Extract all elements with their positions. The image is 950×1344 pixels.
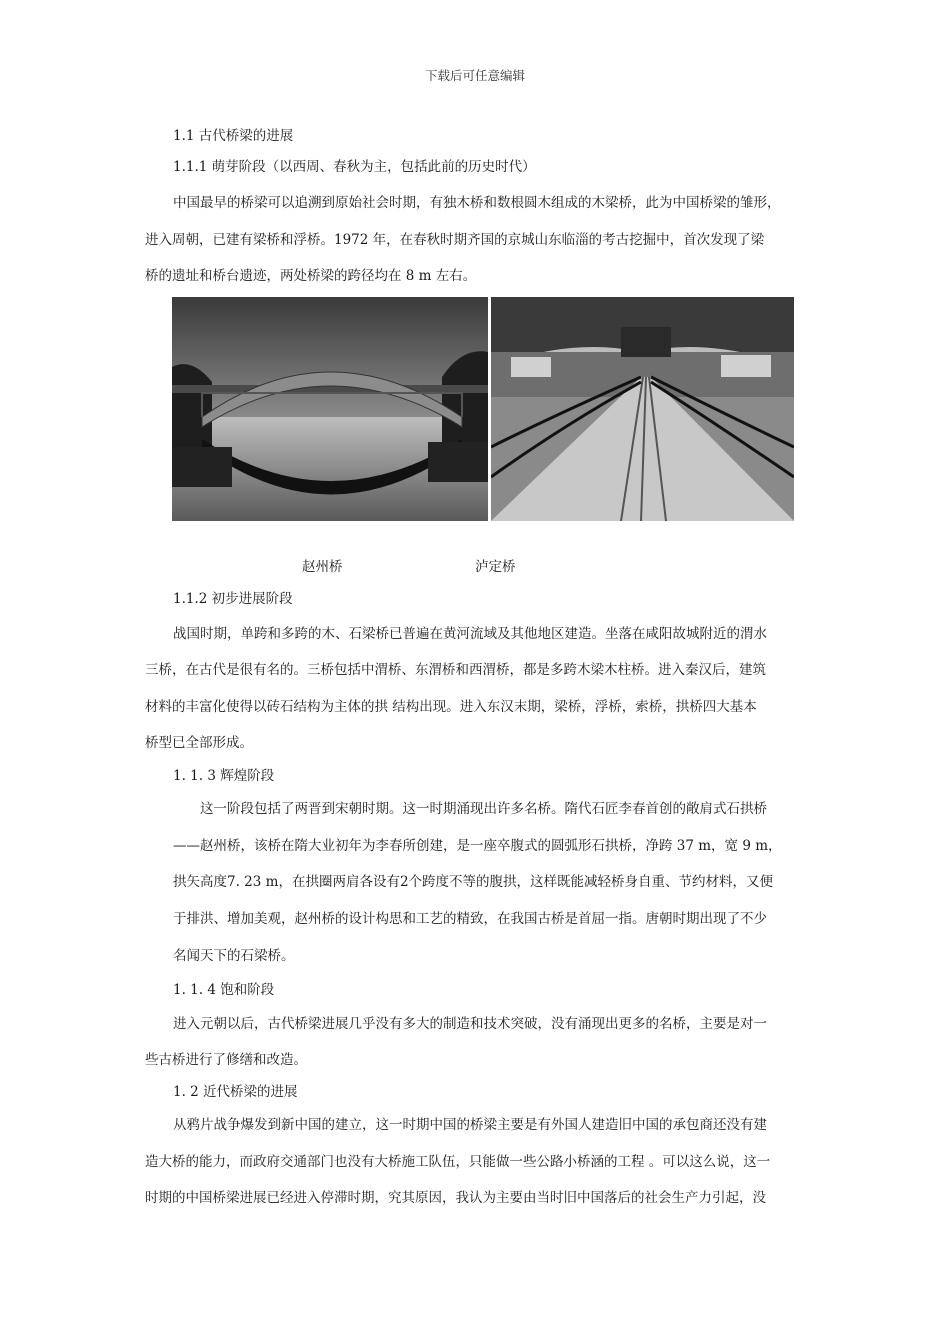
subsection-heading-1-1-4: 1. 1. 4 饱和阶段 bbox=[173, 982, 275, 998]
paragraph-line: 造大桥的能力，而政府交通部门也没有大桥施工队伍，只能做一些公路小桥涵的工程 。可以这么说，这一 bbox=[145, 1154, 771, 1170]
paragraph-line: 桥型已全部形成。 bbox=[145, 735, 253, 751]
paragraph-line: 材料的丰富化使得以砖石结构为主体的拱 结构出现。进入东汉末期，梁桥，浮桥，索桥，拱桥四大基本 bbox=[145, 699, 757, 715]
luding-bridge-photo bbox=[491, 297, 794, 521]
subsection-heading-1-1-2: 1.1.2 初步进展阶段 bbox=[173, 591, 293, 607]
paragraph-line: 从鸦片战争爆发到新中国的建立，这一时期中国的桥梁主要是有外国人建造旧中国的承包商还没有建 bbox=[173, 1117, 767, 1133]
paragraph-line: 桥的遗址和桥台遗迹，两处桥梁的跨径均在 8 m 左右。 bbox=[145, 268, 477, 284]
paragraph-line: 于排洪、增加美观，赵州桥的设计构思和工艺的精致，在我国古桥是首屈一指。唐朝时期出现了不少 bbox=[173, 911, 767, 927]
paragraph-line: 三桥，在古代是很有名的。三桥包括中渭桥、东渭桥和西渭桥，都是多跨木梁木柱桥。进入秦汉后，建筑 bbox=[145, 662, 766, 678]
paragraph-line: 进入周朝，已建有梁桥和浮桥。1972 年，在春秋时期齐国的京城山东临淄的考古挖掘中，首次发现了梁 bbox=[145, 232, 765, 248]
paragraph-line: 进入元朝以后，古代桥梁进展几乎没有多大的制造和技术突破，没有涌现出更多的名桥，主要是对一 bbox=[173, 1016, 767, 1032]
paragraph-line: 中国最早的桥梁可以追溯到原始社会时期，有独木桥和数根圆木组成的木梁桥，此为中国桥梁的雏形， bbox=[173, 195, 781, 211]
paragraph-line: 拱矢高度7. 23 m，在拱圈两肩各设有2个跨度不等的腹拱，这样既能减轻桥身自重、节约材料，又便 bbox=[173, 874, 774, 890]
paragraph-line: 时期的中国桥梁进展已经进入停滞时期，究其原因，我认为主要由当时旧中国落后的社会生产力引起，没 bbox=[145, 1190, 766, 1206]
caption-luding: 泸定桥 bbox=[475, 559, 516, 575]
paragraph-line: ——赵州桥，该桥在隋大业初年为李春所创建，是一座卒腹式的圆弧形石拱桥，净跨 37 m，宽 9 m， bbox=[173, 838, 782, 854]
section-heading-1-1: 1.1 古代桥梁的进展 bbox=[173, 128, 294, 144]
caption-zhaozhou: 赵州桥 bbox=[302, 559, 343, 575]
section-heading-1-2: 1. 2 近代桥梁的进展 bbox=[173, 1084, 298, 1100]
paragraph-line: 战国时期，单跨和多跨的木、石梁桥已普遍在黄河流域及其他地区建造。坐落在咸阳故城附近的渭水 bbox=[173, 626, 767, 642]
subsection-heading-1-1-1: 1.1.1 萌芽阶段（以西周、春秋为主，包括此前的历史时代） bbox=[173, 159, 536, 175]
page-header: 下载后可任意编辑 bbox=[424, 68, 525, 83]
paragraph-line: 名闻天下的石梁桥。 bbox=[173, 948, 295, 964]
paragraph-line: 些古桥进行了修缮和改造。 bbox=[145, 1052, 307, 1068]
zhaozhou-bridge-photo bbox=[172, 297, 488, 521]
paragraph-line: 这一阶段包括了两晋到宋朝时期。这一时期涌现出许多名桥。隋代石匠李春首创的敞肩式石拱桥 bbox=[200, 801, 767, 817]
subsection-heading-1-1-3: 1. 1. 3 辉煌阶段 bbox=[173, 768, 275, 784]
